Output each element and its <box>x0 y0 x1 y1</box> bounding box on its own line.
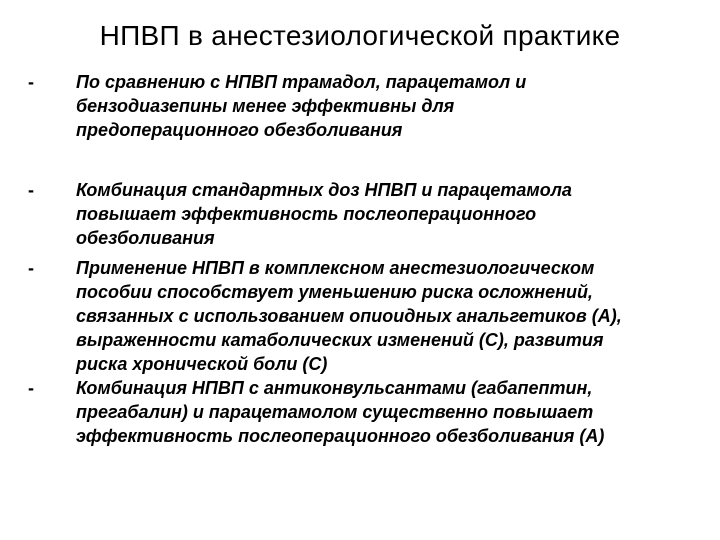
bullet-text: Комбинация НПВП с антиконвульсантами (габапептин, прегабалин) и парацетамолом существенно повышает эффективность послеоперационного обезболивания (А) <box>76 378 605 446</box>
bullet-marker: - <box>28 180 34 200</box>
bullet-marker: - <box>28 258 34 278</box>
bullet-marker: - <box>28 72 34 92</box>
bullet-text: По сравнению с НПВП трамадол, парацетамол и бензодиазепины менее эффективны для предоперационного обезболивания <box>76 72 527 140</box>
bullet-text: Комбинация стандартных доз НПВП и парацетамола повышает эффективность послеоперационного обезболивания <box>76 180 572 248</box>
bullet-marker: - <box>28 378 34 398</box>
bullet-text: Применение НПВП в комплексном анестезиологическом пособии способствует уменьшению риска осложнений, связанных с использованием опиоидных анальгетиков (А), выраженности катаболических изменений (С), развития риска хронической боли (С) <box>76 258 622 374</box>
slide-title: НПВП в анестезиологической практике <box>99 20 621 51</box>
